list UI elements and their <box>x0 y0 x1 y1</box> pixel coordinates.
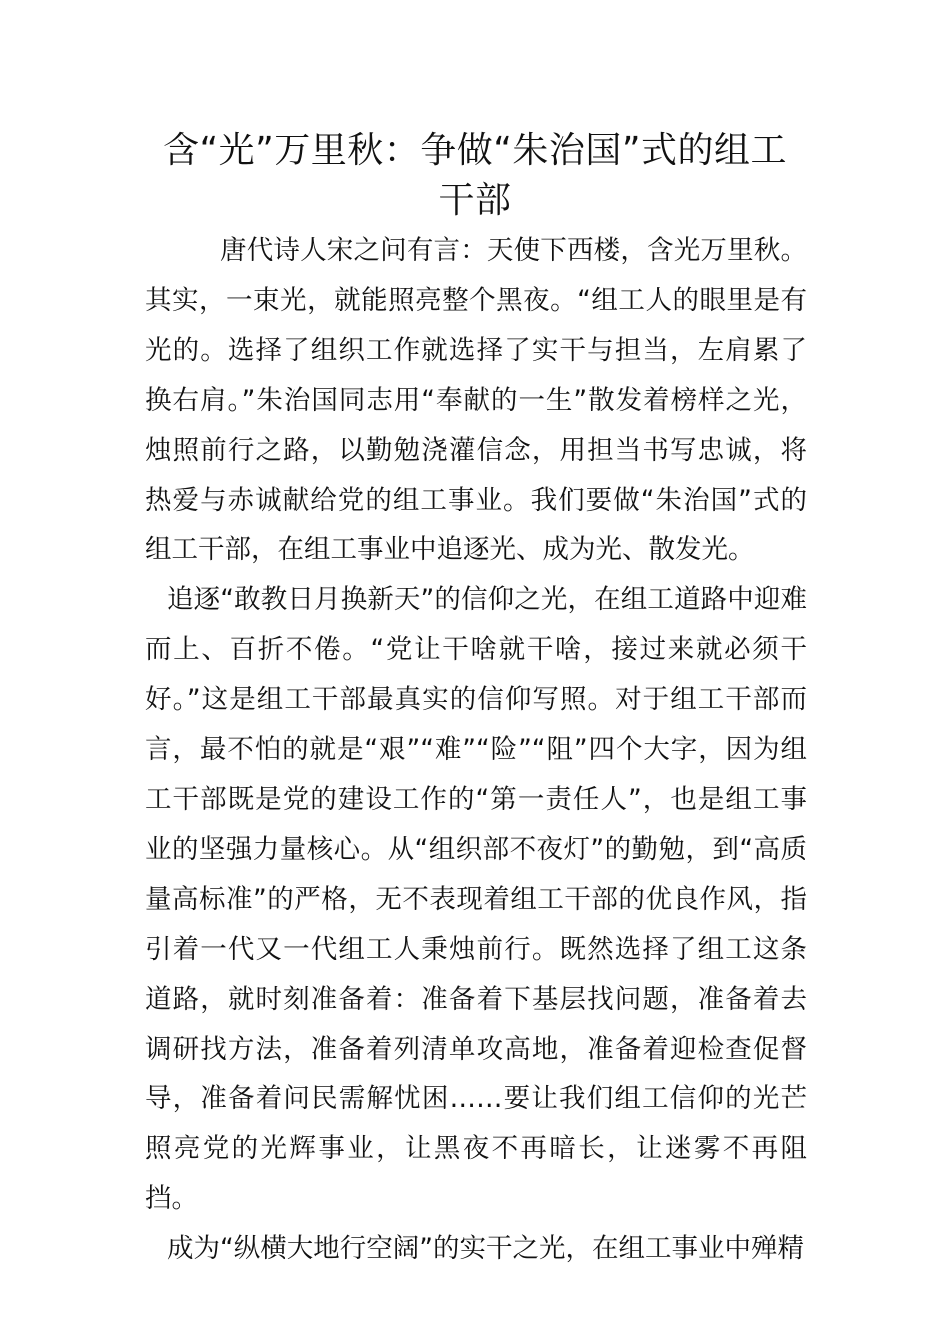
article-body <box>145 226 807 1274</box>
paragraph-action-light: 成为“纵横大地行空阔”的实干之光，在组工事业中殚精 <box>167 1233 804 1265</box>
page-title: 含“光”万里秋：争做“朱治国”式的组工干部 <box>162 130 788 221</box>
paragraph-faith-light: 追逐“敢教日月换新天”的信仰之光，在组工道路中迎难而上、百折不倦。“党让干啥就干啥，接过来就必须干好。”这是组工干部最真实的信仰写照。对于组工干部而言，最不怕的就是“艰”“难”“险”“阻”四个大字，因为组工干部既是党的建设工作的“第一责任人”，也是组工事业的坚强力量核心。从“组织部不夜灯”的勤勉，到“高质量高标准”的严格，无不表现着组工干部的优良作风，指引着一代又一代组工人秉烛前行。既然选择了组工这条道路，就时刻准备着：准备着下基层找问题，准备着去调研找方法，准备着列清单攻高地，准备着迎检查促督导，准备着问民需解忧困……要让我们组工信仰的光芒照亮党的光辉事业，让黑夜不再暗长，让迷雾不再阻挡。 <box>145 584 807 1215</box>
paragraph-intro: 唐代诗人宋之问有言：天使下西楼，含光万里秋。其实，一束光，就能照亮整个黑夜。“组工人的眼里是有光的。选择了组织工作就选择了实干与担当，左肩累了换右肩。”朱治国同志用“奉献的一生”散发着榜样之光，烛照前行之路，以勤勉浇灌信念，用担当书写忠诚，将热爱与赤诚献给党的组工事业。我们要做“朱治国”式的组工干部，在组工事业中追逐光、成为光、散发光。 <box>145 235 807 566</box>
